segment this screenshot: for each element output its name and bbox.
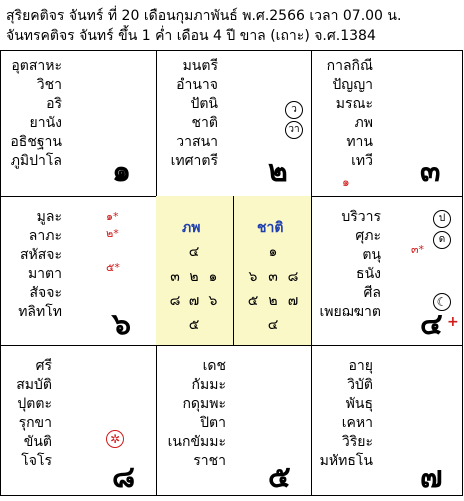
house-item: กัมมะ [191,377,226,393]
house-item: อริ [46,96,62,112]
house-item: วิริยะ [341,434,373,450]
house-item: เพยฌฆาต [319,304,381,320]
house-1-number: ๑ [112,154,132,189]
house-6-items [10,208,62,322]
house-item: เนกขัมมะ [167,434,226,450]
house-8-number: ๘ [112,460,136,495]
house-item: ศีล [363,285,381,301]
planet-venus-retro-icon: วา [285,121,303,139]
house-item: เคหา [341,415,373,431]
house-2-items [166,57,218,171]
house-item: ปุตตะ [17,396,52,412]
house-item: กาลกิณี [326,58,373,74]
house-item: เดช [202,358,226,374]
house-1-items [10,57,62,171]
house-4-number: ๔ [420,307,443,342]
right-num: ๑ [268,244,278,260]
house-6-marker-1: ๑* [106,210,119,223]
planet-venus-icon: ว [285,101,303,119]
house-item: ภพ [354,115,373,131]
house-7-number: ๗ [420,460,443,495]
house-item: ยานัง [29,115,62,131]
house-item: มรณะ [335,96,373,112]
center-panel [156,196,311,345]
left-num: ๖ [208,293,218,309]
house-item: วิบัติ [347,377,373,393]
house-item: ศุภะ [355,228,381,244]
house-3-marker: ๑ [342,175,350,189]
house-item: กดุมพะ [182,396,226,412]
left-num: ๑ [208,269,218,285]
right-num: ๖ [248,269,258,285]
house-3-items [313,57,373,171]
center-right-title: ชาติ [257,220,284,236]
left-num: ๗ [188,293,200,309]
house-item: อุตสาหะ [11,58,62,74]
house-item: ปัญญา [332,77,373,93]
left-num: ๓ [170,269,180,285]
house-item: โจโร [21,453,52,469]
center-divider [233,196,234,345]
house-item: ปัตนิ [190,96,218,112]
house-item: ทลิทโท [18,304,62,320]
house-5-items [166,357,226,471]
right-num: ๔ [267,317,279,333]
house-item: ราชา [193,453,226,469]
house-item: ลาภะ [28,228,62,244]
left-num: ๔ [188,244,200,260]
left-num: ๒ [189,269,199,285]
house-item: มูละ [36,209,62,225]
house-item: อำนาจ [176,77,218,93]
house-5-number: ๕ [268,460,291,495]
house-item: อายุ [348,358,373,374]
house-3-number: ๓ [420,154,441,189]
house-item: ภูมิปาโล [10,153,62,169]
planet-d-icon: ด [433,231,451,249]
solar-date-line: สุริยคติจร จันทร์ ที่ 20 เดือนกุมภาพันธ์ พ.ศ.2566 เวลา 07.00 น. [6,8,402,24]
house-item: ปิตา [200,415,226,431]
grid-line-mid-bottom [0,345,463,346]
house-7-items [313,357,373,471]
house-item: ขันติ [23,434,52,450]
house-item: รุกขา [18,415,52,431]
plus-icon: + [447,314,459,330]
house-4-items [313,208,381,322]
house-item: มนตรี [182,58,218,74]
planet-p-icon: ป [433,210,451,228]
house-8-items [10,357,52,471]
grid-line-left [0,50,1,496]
house-item: ทาน [346,134,373,150]
house-6-marker-2: ๒* [106,227,119,240]
house-6-marker-5: ๕* [106,261,120,274]
moon-icon: ☾ [433,293,451,311]
grid-line-right [462,50,463,496]
house-item: สหัสจะ [19,247,62,263]
grid-line-bottom [0,495,463,496]
star-symbol-icon: ✲ [106,430,124,448]
center-left-title: ภพ [182,220,201,236]
lunar-date-line: จันทรคติจร จันทร์ ขึ้น 1 ค่ำ เดือน 4 ปี ขาล (เถาะ) จ.ศ.1384 [6,28,376,44]
house-item: มหัทธโน [319,453,373,469]
house-item: เทศาตรี [170,153,218,169]
house-item: ชาติ [191,115,218,131]
house-item: ตนุ [362,247,381,263]
house-item: บริวาร [341,209,381,225]
left-num: ๕ [188,317,200,333]
house-item: สมบัติ [16,377,52,393]
right-num: ๒ [268,293,278,309]
right-num: ๗ [287,293,299,309]
house-item: อธิชฐาน [10,134,62,150]
house-item: สัจจะ [29,285,62,301]
left-num: ๘ [169,293,181,309]
house-item: ศรี [35,358,52,374]
house-item: วาสนา [176,134,218,150]
house-item: ธนัง [356,266,381,282]
house-item: มาตา [27,266,62,282]
right-num: ๕ [247,293,259,309]
house-6-number: ๖ [112,307,132,342]
right-num: ๘ [287,269,299,285]
house-item: วิชา [36,77,62,93]
house-item: พันธุ [345,396,373,412]
house-4-marker: ๓* [411,243,425,256]
right-num: ๓ [268,269,278,285]
house-2-number: ๒ [268,154,288,189]
horoscope-grid [0,50,463,496]
grid-line-col2 [311,50,312,496]
grid-line-top [0,50,463,51]
house-item: เทวี [351,153,373,169]
